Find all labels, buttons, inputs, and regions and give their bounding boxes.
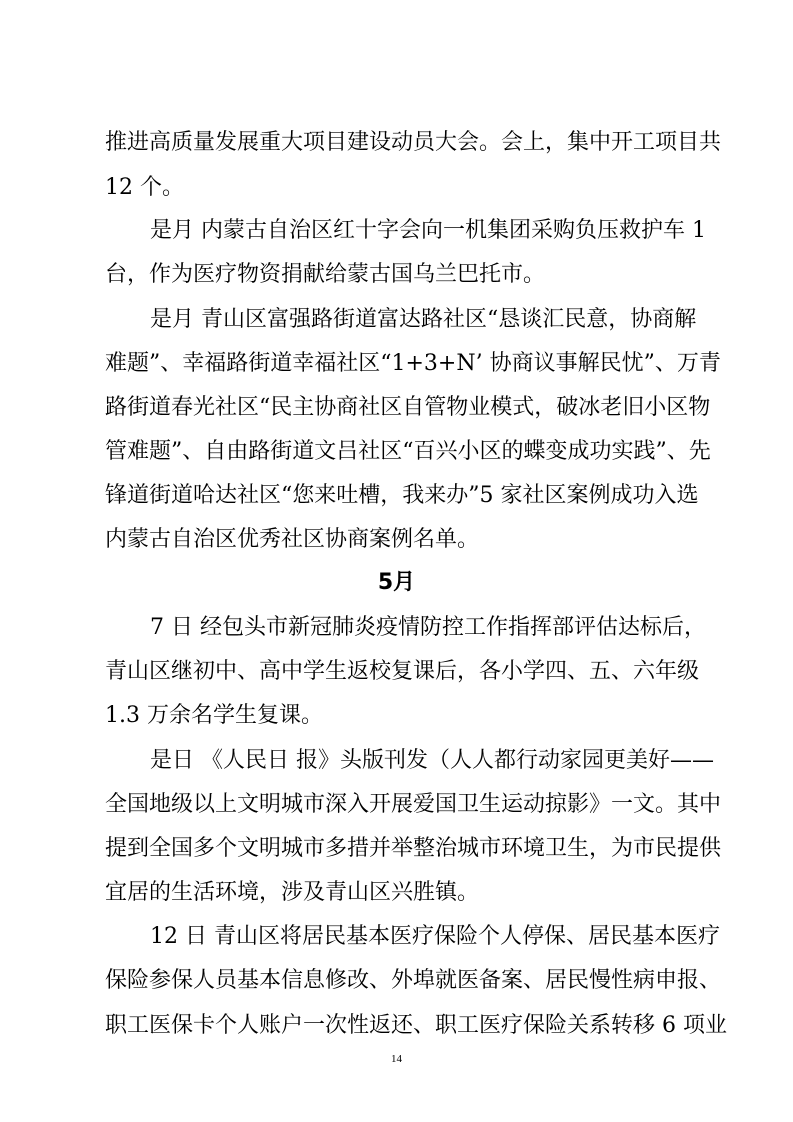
- text-line: 青山区继初中、高中学生返校复课后，各小学四、五、六年级: [105, 659, 700, 684]
- text-line: 台，作为医疗物资捐献给蒙古国乌兰巴托市。: [105, 262, 546, 287]
- text-line: 是月 内蒙古自治区红十字会向一机集团采购负压救护车 1: [150, 218, 706, 243]
- text-line: 推进高质量发展重大项目建设动员大会。会上，集中开工项目共: [105, 130, 722, 155]
- text-line: 难题”、幸福路街道幸福社区“1+3+N’ 协商议事解民忧”、万青: [105, 351, 721, 376]
- text-line: 路街道春光社区“民主协商社区自管物业模式，破冰老旧小区物: [105, 395, 711, 420]
- text-line: 12 个。: [105, 175, 184, 200]
- text-line: 是日 《人民日 报》头版刊发（人人都行动家园更美好——: [150, 748, 714, 773]
- text-line: 7 日 经包头市新冠肺炎疫情防控工作指挥部评估达标后，: [150, 615, 706, 640]
- text-line: 提到全国多个文明城市多措并举整治城市环境卫生，为市民提供: [105, 836, 722, 861]
- text-line: 保险参保人员基本信息修改、外埠就医备案、居民慢性病申报、: [105, 968, 722, 993]
- section-heading: 5月: [377, 570, 416, 595]
- page-number: 14: [391, 1053, 402, 1065]
- text-line: 职工医保卡个人账户一次性返还、职工医疗保险关系转移 6 项业: [105, 1013, 727, 1038]
- text-line: 1.3 万余名学生复课。: [105, 703, 323, 728]
- text-line: 内蒙古自治区优秀社区协商案例名单。: [105, 527, 480, 552]
- text-line: 宜居的生活环境，涉及青山区兴胜镇。: [105, 880, 480, 905]
- text-line: 全国地级以上文明城市深入开展爱国卫生运动掠影》一文。其中: [105, 792, 722, 817]
- text-line: 是月 青山区富强路街道富达路社区“恳谈汇民意，协商解: [150, 307, 697, 332]
- text-line: 管难题”、自由路街道文吕社区“百兴小区的蝶变成功实践”、先: [105, 439, 711, 464]
- text-line: 12 日 青山区将居民基本医疗保险个人停保、居民基本医疗: [150, 924, 720, 949]
- text-line: 锋道街道哈达社区“您来吐槽，我来办”5 家社区案例成功入选: [105, 483, 699, 508]
